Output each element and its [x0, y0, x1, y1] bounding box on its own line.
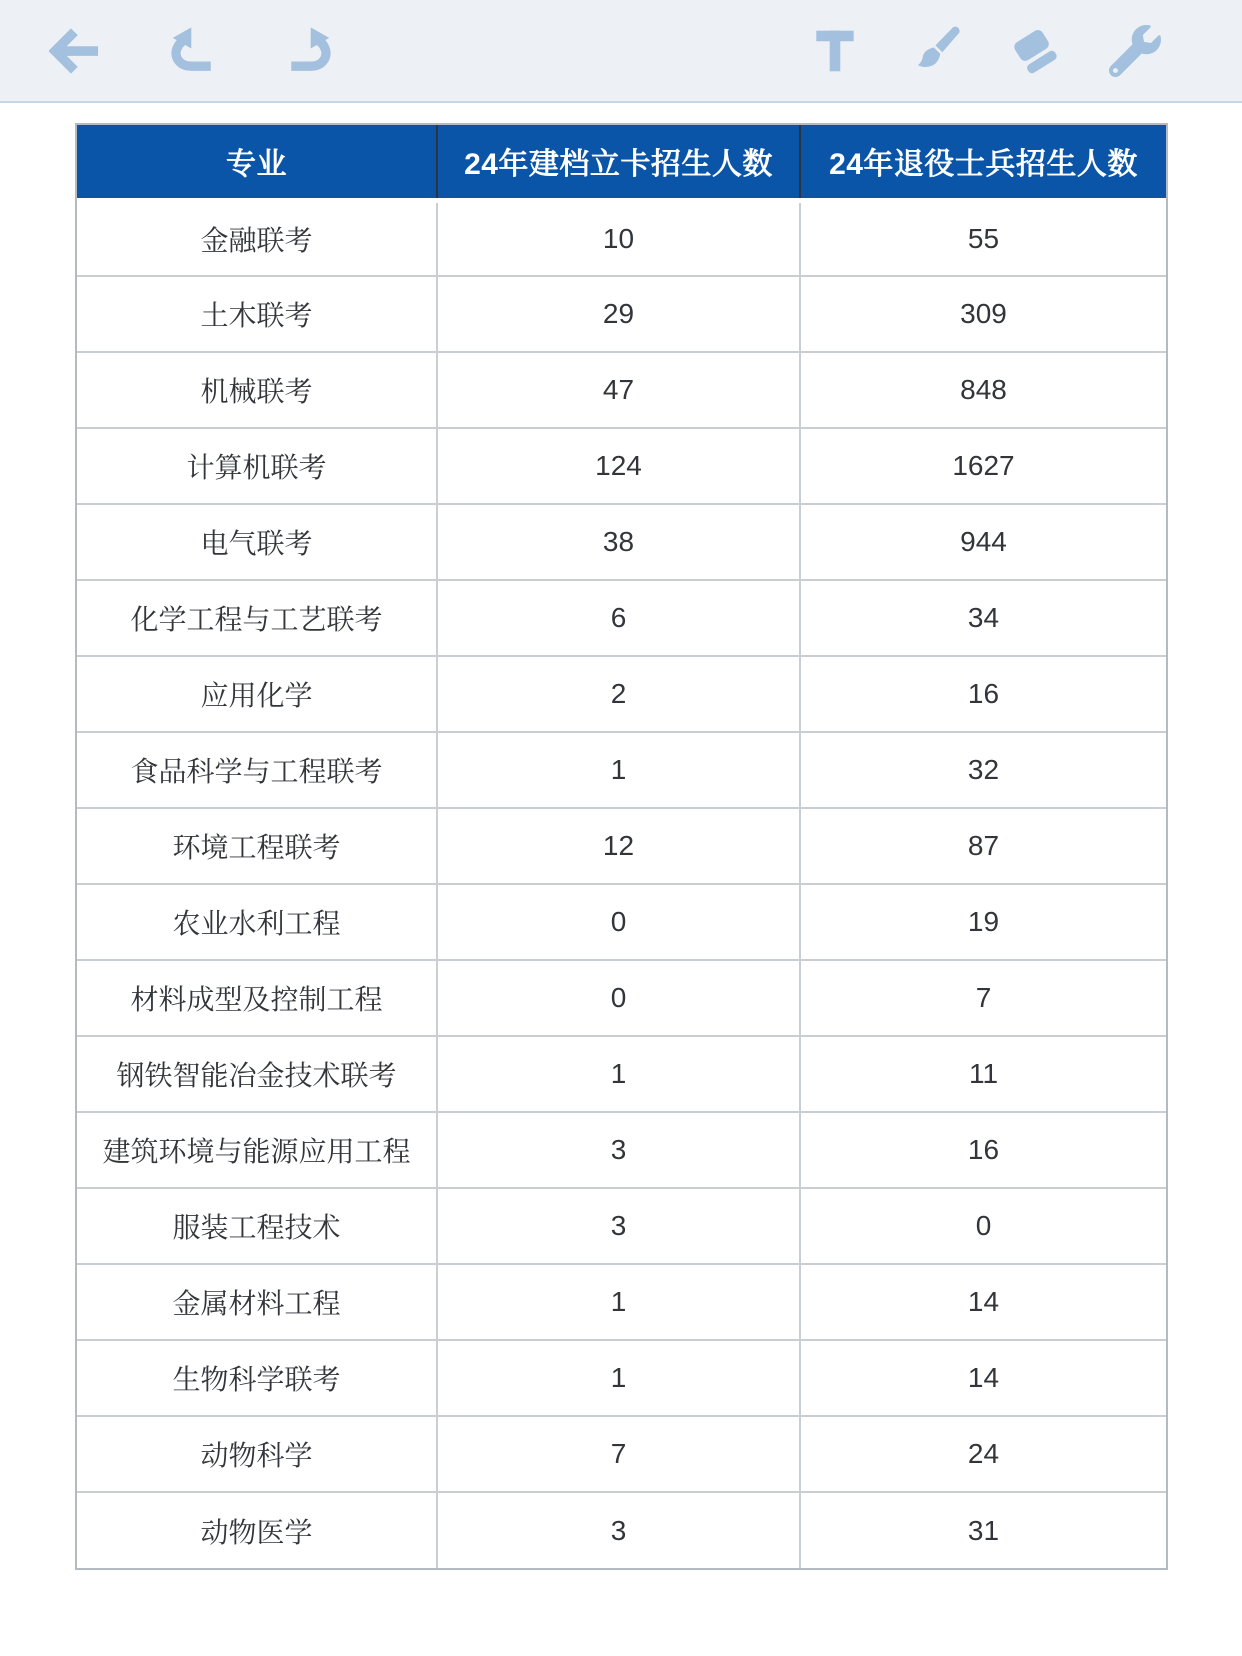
- note-canvas: [0, 103, 1242, 1570]
- poverty-card-count-cell: 3: [437, 1188, 800, 1264]
- redo-arrow-icon: [282, 24, 336, 78]
- poverty-card-count-cell: 2: [437, 656, 800, 732]
- veteran-count-cell: 19: [800, 884, 1166, 960]
- back-button[interactable]: [48, 22, 106, 80]
- wrench-icon: [1109, 25, 1161, 77]
- veteran-count-cell: 0: [800, 1188, 1166, 1264]
- toolbar: [0, 0, 1242, 103]
- major-cell: 电气联考: [77, 504, 437, 580]
- poverty-card-count-cell: 7: [437, 1416, 800, 1492]
- table-row: [77, 276, 1166, 352]
- poverty-card-count-cell: 10: [437, 200, 800, 276]
- column-header-major: 专业: [77, 125, 437, 200]
- poverty-card-count-cell: 6: [437, 580, 800, 656]
- table-header-row: [77, 125, 1166, 200]
- eraser-tool-button[interactable]: [1006, 22, 1064, 80]
- poverty-card-count-cell: 12: [437, 808, 800, 884]
- poverty-card-count-cell: 0: [437, 884, 800, 960]
- poverty-card-count-cell: 1: [437, 1340, 800, 1416]
- major-cell: 环境工程联考: [77, 808, 437, 884]
- table-row: [77, 808, 1166, 884]
- poverty-card-count-cell: 47: [437, 352, 800, 428]
- poverty-card-count-cell: 38: [437, 504, 800, 580]
- veteran-count-cell: 1627: [800, 428, 1166, 504]
- major-cell: 生物科学联考: [77, 1340, 437, 1416]
- poverty-card-count-cell: 3: [437, 1112, 800, 1188]
- table-row: [77, 504, 1166, 580]
- text-icon: [809, 25, 861, 77]
- enrollment-table-frame: [75, 123, 1168, 1570]
- table-row: [77, 352, 1166, 428]
- poverty-card-count-cell: 124: [437, 428, 800, 504]
- table-row: [77, 428, 1166, 504]
- table-row: [77, 1340, 1166, 1416]
- redo-button[interactable]: [280, 22, 338, 80]
- table-row: [77, 732, 1166, 808]
- major-cell: 动物科学: [77, 1416, 437, 1492]
- table-row: [77, 960, 1166, 1036]
- veteran-count-cell: 16: [800, 656, 1166, 732]
- veteran-count-cell: 32: [800, 732, 1166, 808]
- major-cell: 土木联考: [77, 276, 437, 352]
- major-cell: 建筑环境与能源应用工程: [77, 1112, 437, 1188]
- major-cell: 动物医学: [77, 1492, 437, 1568]
- undo-button[interactable]: [164, 22, 222, 80]
- veteran-count-cell: 87: [800, 808, 1166, 884]
- eraser-icon: [1009, 25, 1061, 77]
- brush-icon: [909, 25, 961, 77]
- major-cell: 服装工程技术: [77, 1188, 437, 1264]
- brush-tool-button[interactable]: [906, 22, 964, 80]
- undo-arrow-icon: [166, 24, 220, 78]
- table-row: [77, 1188, 1166, 1264]
- table-row: [77, 1112, 1166, 1188]
- poverty-card-count-cell: 0: [437, 960, 800, 1036]
- major-cell: 食品科学与工程联考: [77, 732, 437, 808]
- table-row: [77, 1416, 1166, 1492]
- major-cell: 机械联考: [77, 352, 437, 428]
- poverty-card-count-cell: 3: [437, 1492, 800, 1568]
- table-row: [77, 1036, 1166, 1112]
- toolbar-left-group: [48, 22, 338, 80]
- settings-tool-button[interactable]: [1106, 22, 1164, 80]
- column-header-veteran-enrollment: 24年退役士兵招生人数: [800, 125, 1166, 200]
- table-row: [77, 1492, 1166, 1568]
- enrollment-table: [77, 125, 1166, 1568]
- major-cell: 钢铁智能冶金技术联考: [77, 1036, 437, 1112]
- veteran-count-cell: 944: [800, 504, 1166, 580]
- major-cell: 金融联考: [77, 200, 437, 276]
- back-arrow-icon: [49, 23, 105, 79]
- major-cell: 计算机联考: [77, 428, 437, 504]
- veteran-count-cell: 34: [800, 580, 1166, 656]
- veteran-count-cell: 848: [800, 352, 1166, 428]
- table-row: [77, 656, 1166, 732]
- major-cell: 化学工程与工艺联考: [77, 580, 437, 656]
- column-header-poverty-card-enrollment: 24年建档立卡招生人数: [437, 125, 800, 200]
- poverty-card-count-cell: 29: [437, 276, 800, 352]
- veteran-count-cell: 31: [800, 1492, 1166, 1568]
- veteran-count-cell: 11: [800, 1036, 1166, 1112]
- table-row: [77, 1264, 1166, 1340]
- veteran-count-cell: 14: [800, 1264, 1166, 1340]
- veteran-count-cell: 24: [800, 1416, 1166, 1492]
- major-cell: 农业水利工程: [77, 884, 437, 960]
- table-body: [77, 200, 1166, 1568]
- veteran-count-cell: 55: [800, 200, 1166, 276]
- veteran-count-cell: 309: [800, 276, 1166, 352]
- toolbar-right-group: [806, 22, 1164, 80]
- table-row: [77, 884, 1166, 960]
- major-cell: 材料成型及控制工程: [77, 960, 437, 1036]
- poverty-card-count-cell: 1: [437, 732, 800, 808]
- table-row: [77, 200, 1166, 276]
- table-row: [77, 580, 1166, 656]
- major-cell: 金属材料工程: [77, 1264, 437, 1340]
- poverty-card-count-cell: 1: [437, 1264, 800, 1340]
- veteran-count-cell: 14: [800, 1340, 1166, 1416]
- veteran-count-cell: 7: [800, 960, 1166, 1036]
- poverty-card-count-cell: 1: [437, 1036, 800, 1112]
- text-tool-button[interactable]: [806, 22, 864, 80]
- major-cell: 应用化学: [77, 656, 437, 732]
- veteran-count-cell: 16: [800, 1112, 1166, 1188]
